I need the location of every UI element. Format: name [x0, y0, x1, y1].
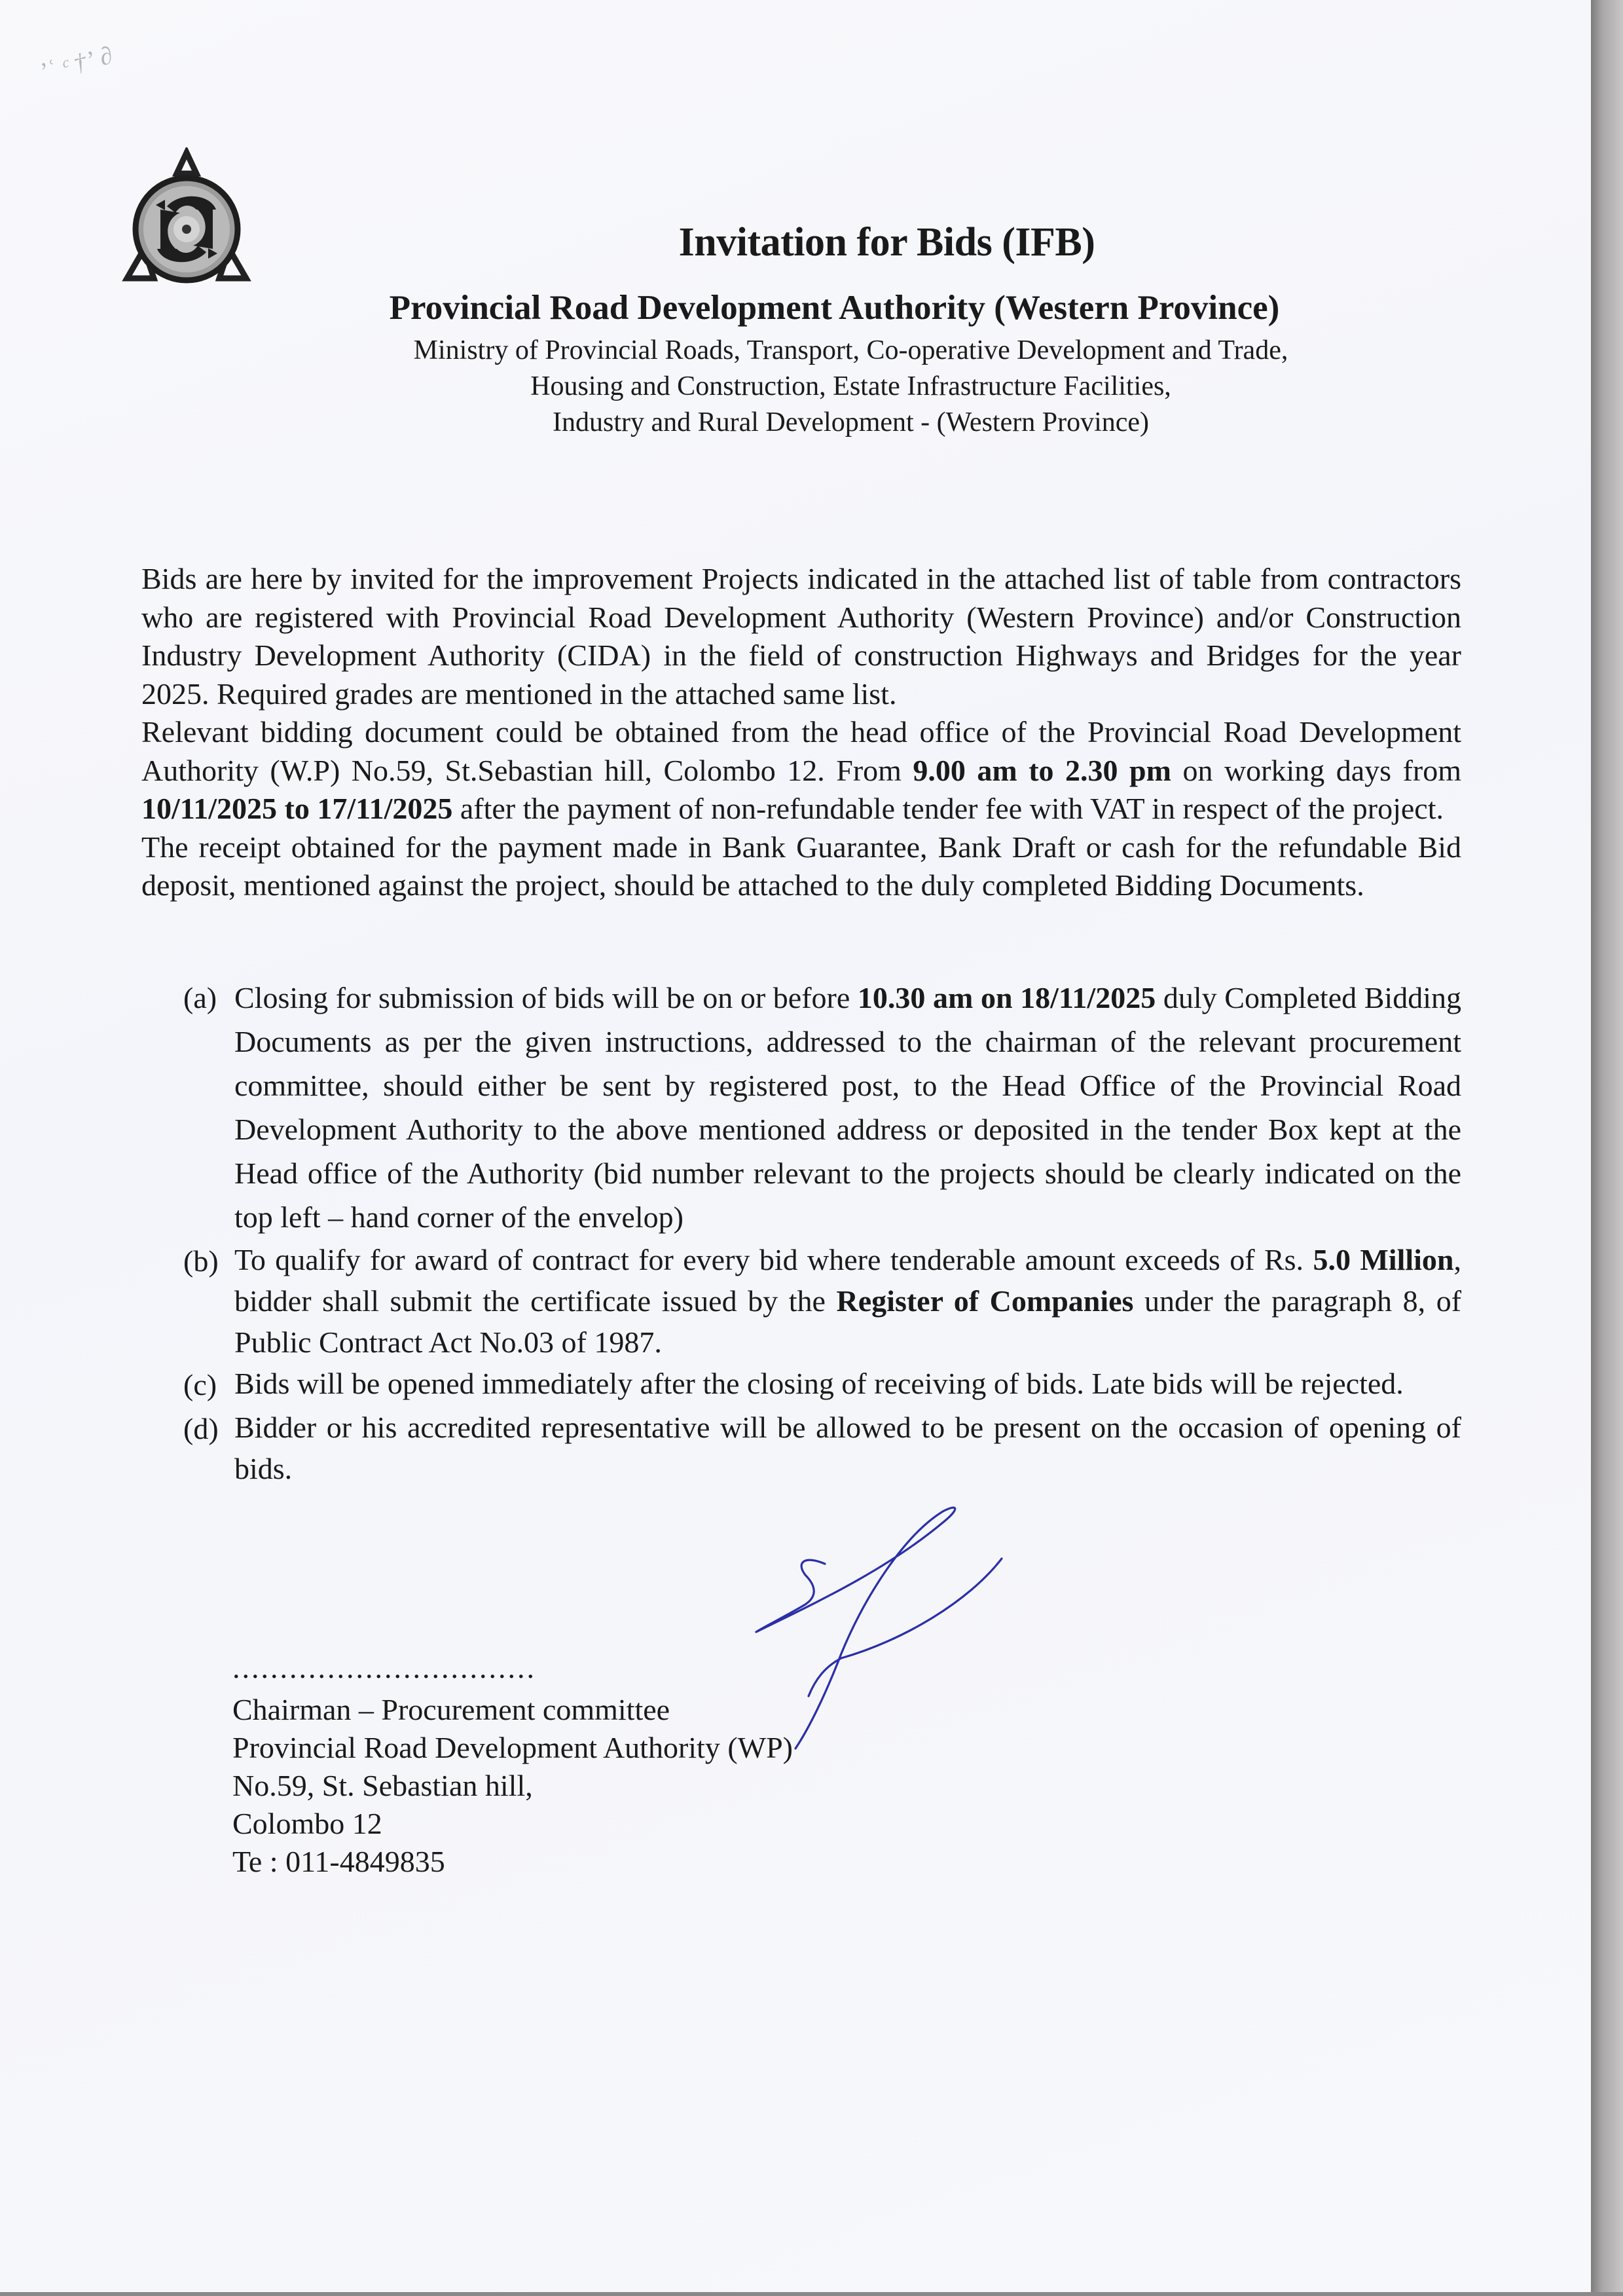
ministry-line: Industry and Rural Development - (Western Province)	[552, 407, 1150, 437]
condition-label: (a)	[183, 981, 217, 1014]
condition-label: (d)	[183, 1412, 219, 1445]
address-city: Colombo 12	[232, 1807, 382, 1840]
scan-edge-bottom	[0, 2292, 1623, 2296]
condition-item-a: (a) Closing for submission of bids will be on or before 10.30 am on 18/11/2025 duly Completed Bidding Documents as per the given instructions, addressed to the chairman of the relevant procurement committee, should either be sent by registered post, to the Head Office of the Provincial Road Development Authority to the above mentioned address or deposited in the tender Box kept at the Head office of the Authority (bid number relevant to the projects should be clearly indicated on the top left – hand corner of the envelop)	[183, 976, 1461, 1239]
condition-label: (c)	[183, 1368, 217, 1401]
signatory-address	[232, 1691, 793, 1881]
paragraph-bid-deposit: The receipt obtained for the payment made in Bank Guarantee, Bank Draft or cash for the refundable Bid deposit, mentioned against the project, should be attached to the duly completed Bidding Documents.	[141, 830, 1461, 902]
scan-edge-right	[1591, 0, 1623, 2296]
paragraph-document-collection: Relevant bidding document could be obtained from the head office of the Provincial Road Development Authority (W.P) No.59, St.Sebastian hill, Colombo 12. From 9.00 am to 2.30 pm on working days from 10/11/2025 to 17/11/2025 after the payment of non-refundable tender fee with VAT in respect of the project.	[141, 715, 1461, 825]
condition-item-c: (c) Bids will be opened immediately after the closing of receiving of bids. Late bids will be rejected.	[183, 1363, 1461, 1407]
signatory-title: Chairman – Procurement committee	[232, 1693, 670, 1726]
invitation-body	[141, 560, 1461, 905]
register-of-companies: Register of Companies	[836, 1284, 1134, 1318]
address-line: No.59, St. Sebastian hill,	[232, 1769, 533, 1802]
conditions-list	[183, 976, 1461, 1489]
condition-item-b: (b) To qualify for award of contract for every bid where tenderable amount exceeds of Rs. 5.0 Million, bidder shall submit the certificate issued by the Register of Companies under the paragraph 8, of Public Contract Act No.03 of 1987.	[183, 1239, 1461, 1363]
collection-date-range: 10/11/2025 to 17/11/2025	[141, 792, 453, 825]
organization-heading: Provincial Road Development Authority (Western Province)	[389, 289, 1280, 327]
margin-scribble: ’ʿ ᶜ †ʼ ∂	[36, 41, 116, 86]
signature-line: ................................	[232, 1651, 536, 1684]
signatory-organization: Provincial Road Development Authority (WP)	[232, 1731, 793, 1764]
condition-item-d: (d) Bidder or his accredited representative will be allowed to be present on the occasion of opening of bids.	[183, 1407, 1461, 1489]
ministry-line: Housing and Construction, Estate Infrastructure Facilities,	[530, 371, 1171, 401]
collection-time: 9.00 am to 2.30 pm	[913, 753, 1171, 787]
threshold-amount: 5.0 Million	[1313, 1243, 1454, 1276]
paragraph-eligibility: Bids are here by invited for the improvement Projects indicated in the attached list of table from contractors who are registered with Provincial Road Development Authority (Western Province) and/or Construction Industry Development Authority (CIDA) in the field of construction Highways and Bridges for the year 2025. Required grades are mentioned in the attached same list.	[141, 562, 1461, 711]
page-title: Invitation for Bids (IFB)	[678, 220, 1095, 265]
condition-label: (b)	[183, 1244, 219, 1278]
closing-datetime: 10.30 am on 18/11/2025	[857, 981, 1156, 1014]
phone-number: Te : 011-4849835	[232, 1845, 445, 1878]
ministry-subheading	[0, 333, 1623, 441]
ministry-line: Ministry of Provincial Roads, Transport, Co-operative Development and Trade,	[413, 335, 1288, 365]
